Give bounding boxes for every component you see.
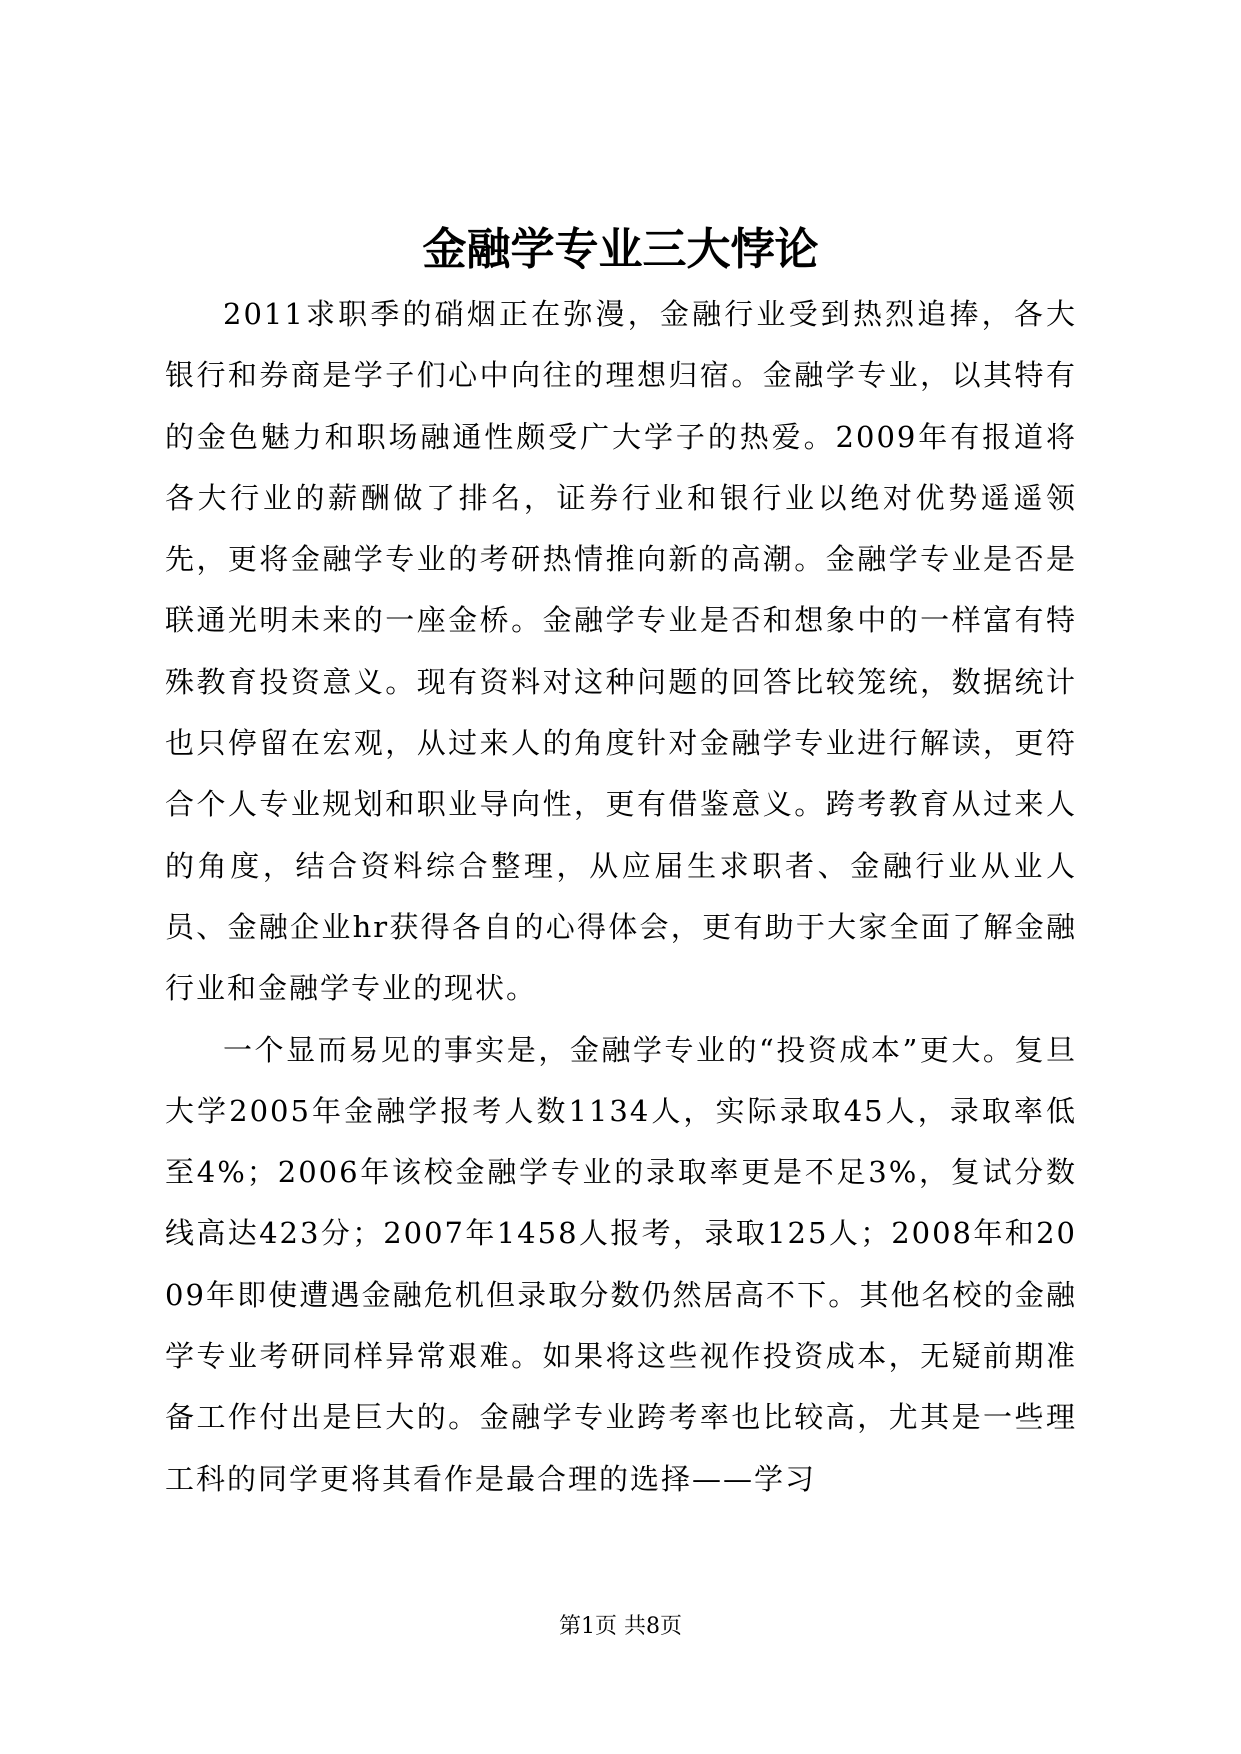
document-title: 金融学专业三大悖论 xyxy=(422,224,819,275)
page-number-footer: 第1页 共8页 xyxy=(559,1614,682,1639)
body-paragraph-2: 一个显而易见的事实是，金融学专业的“投资成本”更大。复旦大学2005年金融学报考人数1134人，实际录取45人，录取率低至4%；2006年该校金融学专业的录取率更是不足3%，复试分数线高达423分；2007年1458人报考，录取125人；2008年和2009年即使遭遇金融危机但录取分数仍然居高不下。其他名校的金融学专业考研同样异常艰难。如果将这些视作投资成本，无疑前期准备工作付出是巨大的。金融学专业跨考率也比较高，尤其是一些理工科的同学更将其看作是最合理的选择——学习 xyxy=(165,1032,1077,1496)
body-paragraph-1: 2011求职季的硝烟正在弥漫，金融行业受到热烈追捧，各大银行和券商是学子们心中向往的理想归宿。金融学专业，以其特有的金色魅力和职场融通性颇受广大学子的热爱。2009年有报道将各大行业的薪酬做了排名，证券行业和银行业以绝对优势遥遥领先，更将金融学专业的考研热情推向新的高潮。金融学专业是否是联通光明未来的一座金桥。金融学专业是否和想象中的一样富有特殊教育投资意义。现有资料对这种问题的回答比较笼统，数据统计也只停留在宏观，从过来人的角度针对金融学专业进行解读，更符合个人专业规划和职业导向性，更有借鉴意义。跨考教育从过来人的角度，结合资料综合整理，从应届生求职者、金融行业从业人员、金融企业hr获得各自的心得体会，更有助于大家全面了解金融行业和金融学专业的现状。 xyxy=(165,297,1077,1006)
document-body xyxy=(165,284,1077,1510)
